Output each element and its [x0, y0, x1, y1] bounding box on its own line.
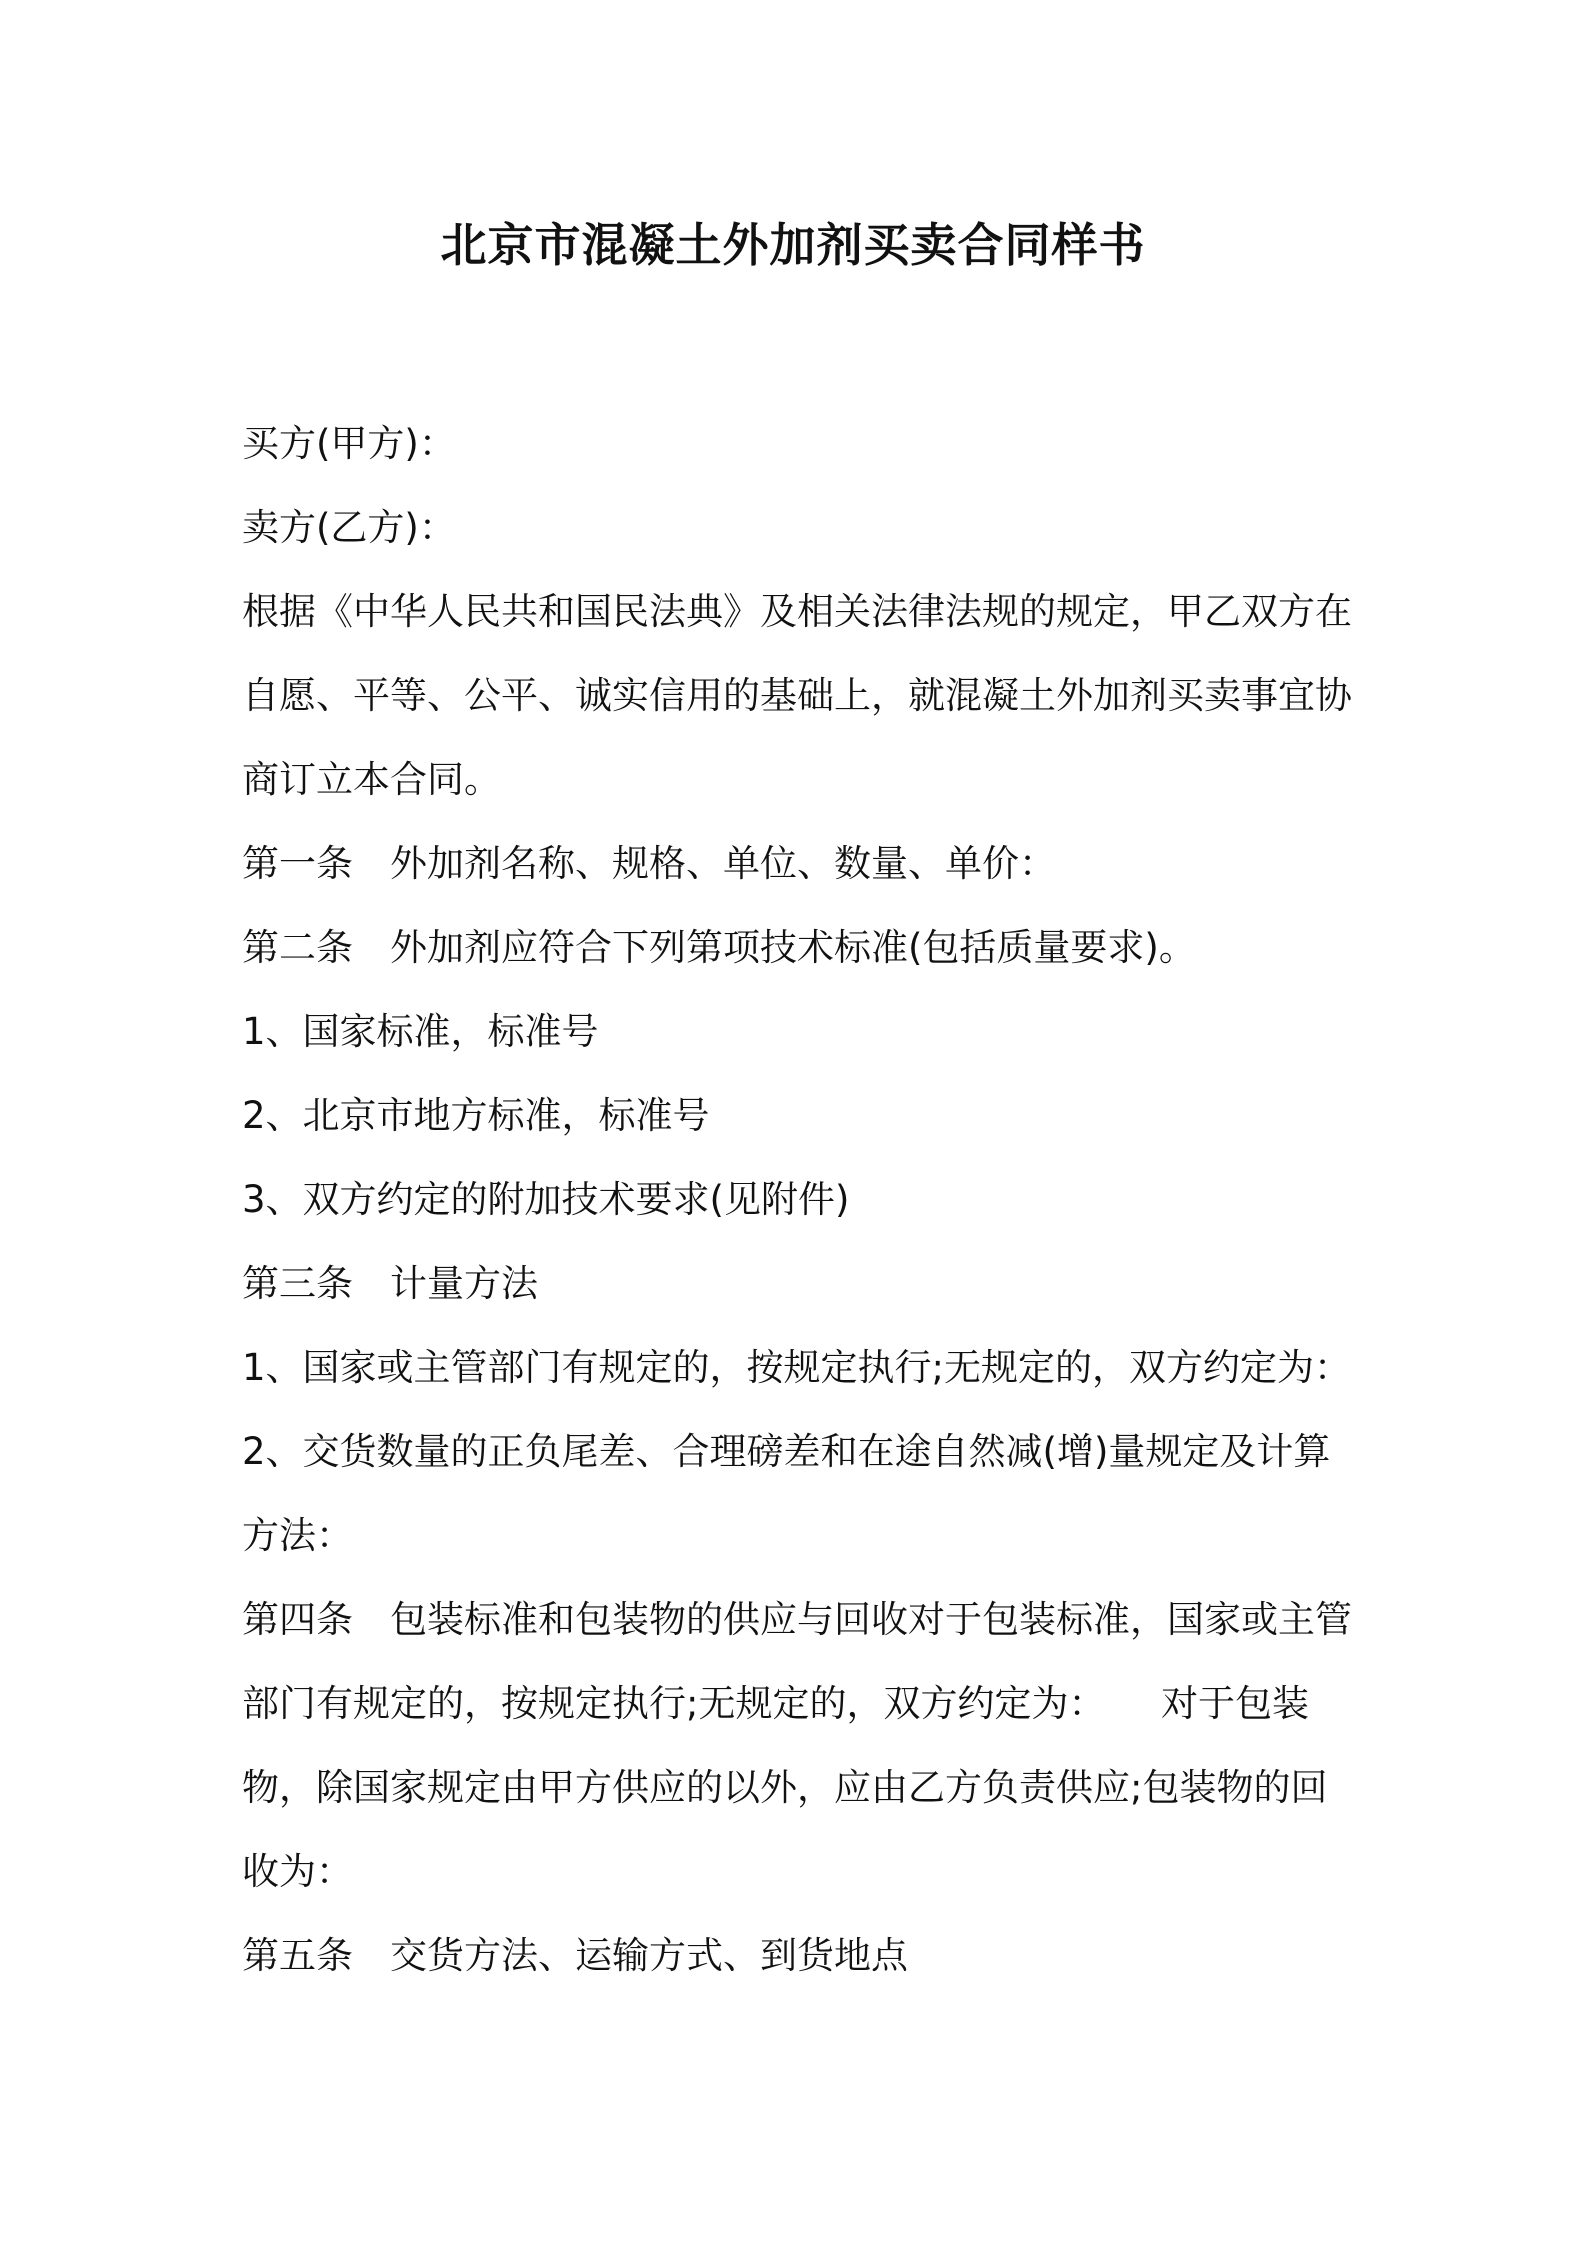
article-4-text: 物，除国家规定由甲方供应的以外，应由乙方负责供应;包装物的回 — [242, 1766, 1328, 1809]
article-2-heading: 第二条 外加剂应符合下列第项技术标准(包括质量要求)。 — [242, 926, 1196, 969]
article-5-heading: 第五条 交货方法、运输方式、到货地点 — [242, 1934, 908, 1977]
article-1-heading: 第一条 外加剂名称、规格、单位、数量、单价： — [242, 842, 1056, 885]
article-3-item-1: 1、国家或主管部门有规定的，按规定执行;无规定的，双方约定为： — [242, 1346, 1352, 1389]
article-2-item-2: 2、北京市地方标准，标准号 — [242, 1094, 710, 1137]
preamble-line: 自愿、平等、公平、诚实信用的基础上，就混凝土外加剂买卖事宜协 — [242, 674, 1352, 717]
preamble-line: 根据《中华人民共和国民法典》及相关法律法规的规定，甲乙双方在 — [242, 590, 1352, 633]
article-4-text: 第四条 包装标准和包装物的供应与回收对于包装标准，国家或主管 — [242, 1598, 1352, 1641]
article-3-item-2-cont: 方法： — [242, 1514, 353, 1557]
buyer-line: 买方(甲方)： — [242, 422, 456, 465]
article-2-item-1: 1、国家标准，标准号 — [242, 1010, 599, 1053]
preamble-line: 商订立本合同。 — [242, 758, 501, 801]
article-2-item-3: 3、双方约定的附加技术要求(见附件) — [242, 1178, 850, 1221]
document-title: 北京市混凝土外加剂买卖合同样书 — [440, 218, 1146, 272]
seller-line: 卖方(乙方)： — [242, 506, 456, 549]
article-4-text: 部门有规定的，按规定执行;无规定的，双方约定为： 对于包装 — [242, 1682, 1309, 1725]
article-3-item-2: 2、交货数量的正负尾差、合理磅差和在途自然减(增)量规定及计算 — [242, 1430, 1331, 1473]
article-3-heading: 第三条 计量方法 — [242, 1262, 538, 1305]
document-body — [242, 402, 1354, 1998]
article-4-text: 收为： — [242, 1850, 353, 1893]
